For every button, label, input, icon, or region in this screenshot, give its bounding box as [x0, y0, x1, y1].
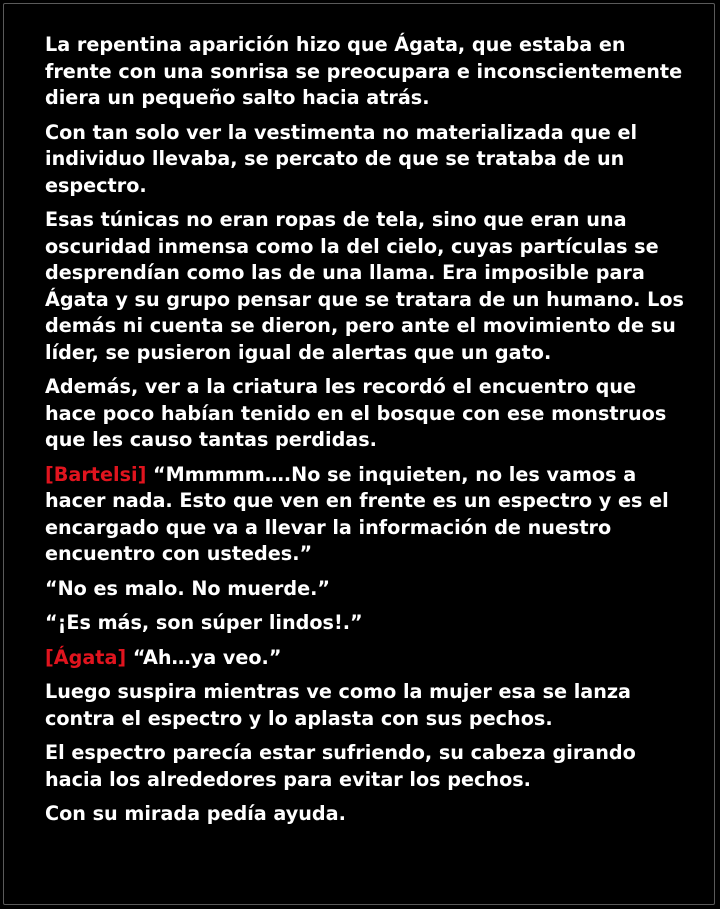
paragraph-text: Con tan solo ver la vestimenta no materializada que el individuo llevaba, se percato de que se trataba de un espectro. — [45, 120, 638, 197]
paragraph-10 — [45, 740, 685, 793]
paragraph-text: Luego suspira mientras ve como la mujer esa se lanza contra el espectro y lo aplasta con sus pechos. — [45, 680, 632, 730]
paragraph-text: El espectro parecía estar sufriendo, su cabeza girando hacia los alrededores para evitar los pechos. — [45, 741, 636, 791]
dialogue-text: “Ah…ya veo.” — [132, 645, 282, 669]
paragraph-1 — [45, 32, 685, 112]
paragraph-3 — [45, 207, 685, 366]
dialogue-text: “¡Es más, son súper lindos!.” — [45, 611, 363, 634]
paragraph-text: Con su mirada pedía ayuda. — [45, 802, 346, 825]
speaker-tag: [Ágata] — [45, 645, 127, 669]
dialogue-text: “Mmmmm….No se inquieten, no les vamos a hacer nada. Esto que ven en frente es un espectro y es el encargado que va a llevar la información de nuestro encuentro con ustedes.” — [45, 462, 669, 565]
paragraph-text: Además, ver a la criatura les recordó el encuentro que hace poco habían tenido en el bosque con ese monstruos que les causo tantas perdidas. — [45, 375, 667, 451]
paragraph-9 — [45, 679, 685, 732]
dialogue-line — [45, 576, 685, 603]
story-text — [45, 32, 685, 836]
paragraph-text: Esas túnicas no eran ropas de tela, sino que eran una oscuridad inmensa como la del cielo, cuyas partículas se desprendían como las de una llama. Era imposible para Ágata y su grupo pensar que se tratara de un humano. Los demás ni cuenta se dieron, pero ante el movimiento de su líder, se pusieron igual de alertas que un gato. — [45, 208, 684, 364]
dialogue-agata — [45, 645, 685, 672]
dialogue-text: “No es malo. No muerde.” — [45, 576, 331, 600]
paragraph-4 — [45, 374, 685, 454]
paragraph-text: La repentina aparición hizo que Ágata, que estaba en frente con una sonrisa se preocupara e inconscientemente diera un pequeño salto hacia atrás. — [45, 33, 683, 109]
speaker-tag: [Bartelsi] — [45, 462, 147, 486]
dialogue-line — [45, 610, 685, 637]
paragraph-11 — [45, 801, 685, 828]
paragraph-2 — [45, 120, 685, 200]
dialogue-bartelsi — [45, 462, 685, 568]
